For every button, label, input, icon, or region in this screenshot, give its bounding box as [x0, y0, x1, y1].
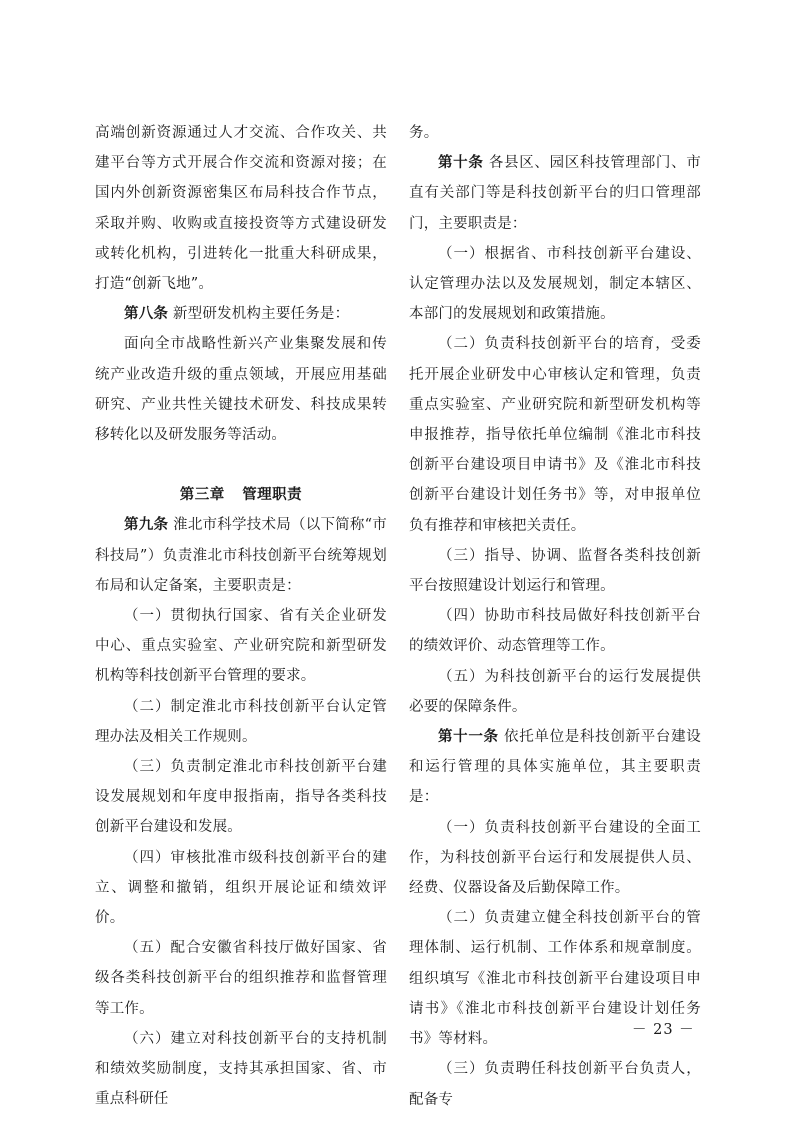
article-8-body: 面向全市战略性新兴产业集聚发展和传统产业改造升级的重点领域，开展应用基础研究、产业共性关键技术研发、科技成果转移转化以及研发服务等活动。	[95, 336, 387, 444]
article-9-item-3: （三）负责制定淮北市科技创新平台建设发展规划和年度申报指南，指导各类科技创新平台建设和发展。	[95, 759, 387, 836]
article-11	[409, 722, 701, 813]
article-9-text: 淮北市科学技术局（以下简称“市科技局”）负责淮北市科技创新平台统筹规划布局和认定备案，主要职责是：	[95, 517, 388, 594]
article-11-item-2: （二）负责建立健全科技创新平台的管理体制、运行机制、工作体系和规章制度。组织填写《淮北市科技创新平台建设项目申请书》《淮北市科技创新平台建设计划任务书》等材料。	[409, 910, 701, 1048]
article-11-text: 依托单位是科技创新平台建设和运行管理的具体实施单位，其主要职责是：	[409, 729, 701, 806]
article-10-text: 各县区、园区科技管理部门、市直有关部门等是科技创新平台的归口管理部门，主要职责是：	[409, 155, 701, 232]
article-11-label: 第十一条	[438, 728, 499, 746]
paragraph-continuation: 务。	[409, 125, 439, 141]
article-11-item-3: （三）负责聘任科技创新平台负责人，配备专	[409, 1061, 701, 1108]
article-10	[409, 148, 701, 239]
chapter-heading	[95, 480, 387, 510]
left-column	[95, 118, 387, 1115]
chapter-number: 第三章	[179, 486, 225, 504]
article-8-text: 新型研发机构主要任务是：	[172, 306, 350, 323]
article-8	[95, 299, 387, 329]
article-10-item-2: （二）负责科技创新平台的培育，受委托开展企业研发中心审核认定和管理，负责重点实验室、产业研究院和新型研发机构等申报推荐，指导依托单位编制《淮北市科技创新平台建设项目申请书》及《淮北市科技创新平台建设计划任务书》等，对申报单位负有推荐和审核把关责任。	[409, 336, 701, 534]
article-9	[95, 510, 387, 601]
page-number: － 23 －	[632, 1022, 695, 1038]
article-9-item-5: （五）配合安徽省科技厅做好国家、省级各类科技创新平台的组织推荐和监督管理等工作。	[95, 940, 387, 1017]
article-10-item-4: （四）协助市科技局做好科技创新平台的绩效评价、动态管理等工作。	[409, 608, 701, 655]
paragraph-continuation: 高端创新资源通过人才交流、合作攻关、共建平台等方式开展合作交流和资源对接；在国内外创新资源密集区布局科技合作节点，采取并购、收购或直接投资等方式建设研发或转化机构，引进转化一批重大科研成果，打造“创新飞地”。	[95, 125, 387, 293]
right-column	[409, 118, 701, 1115]
article-10-item-3: （三）指导、协调、监督各类科技创新平台按照建设计划运行和管理。	[409, 547, 701, 595]
article-9-item-2: （二）制定淮北市科技创新平台认定管理办法及相关工作规则。	[95, 698, 387, 745]
chapter-title: 管理职责	[242, 486, 303, 504]
article-10-item-5: （五）为科技创新平台的运行发展提供必要的保障条件。	[409, 668, 701, 715]
article-9-item-1: （一）贯彻执行国家、省有关企业研发中心、重点实验室、产业研究院和新型研发机构等科技创新平台管理的要求。	[95, 608, 387, 685]
article-9-label: 第九条	[124, 516, 169, 534]
article-10-item-1: （一）根据省、市科技创新平台建设、认定管理办法以及发展规划，制定本辖区、本部门的发展规划和政策措施。	[409, 245, 701, 323]
article-8-label: 第八条	[124, 305, 169, 323]
article-10-label: 第十条	[438, 154, 484, 172]
article-9-item-6: （六）建立对科技创新平台的支持机制和绩效奖励制度，支持其承担国家、省、市重点科研任	[95, 1030, 387, 1108]
article-9-item-4: （四）审核批准市级科技创新平台的建立、调整和撤销，组织开展论证和绩效评价。	[95, 849, 387, 927]
article-11-item-1: （一）负责科技创新平台建设的全面工作，为科技创新平台运行和发展提供人员、经费、仪器设备及后勤保障工作。	[409, 819, 701, 897]
